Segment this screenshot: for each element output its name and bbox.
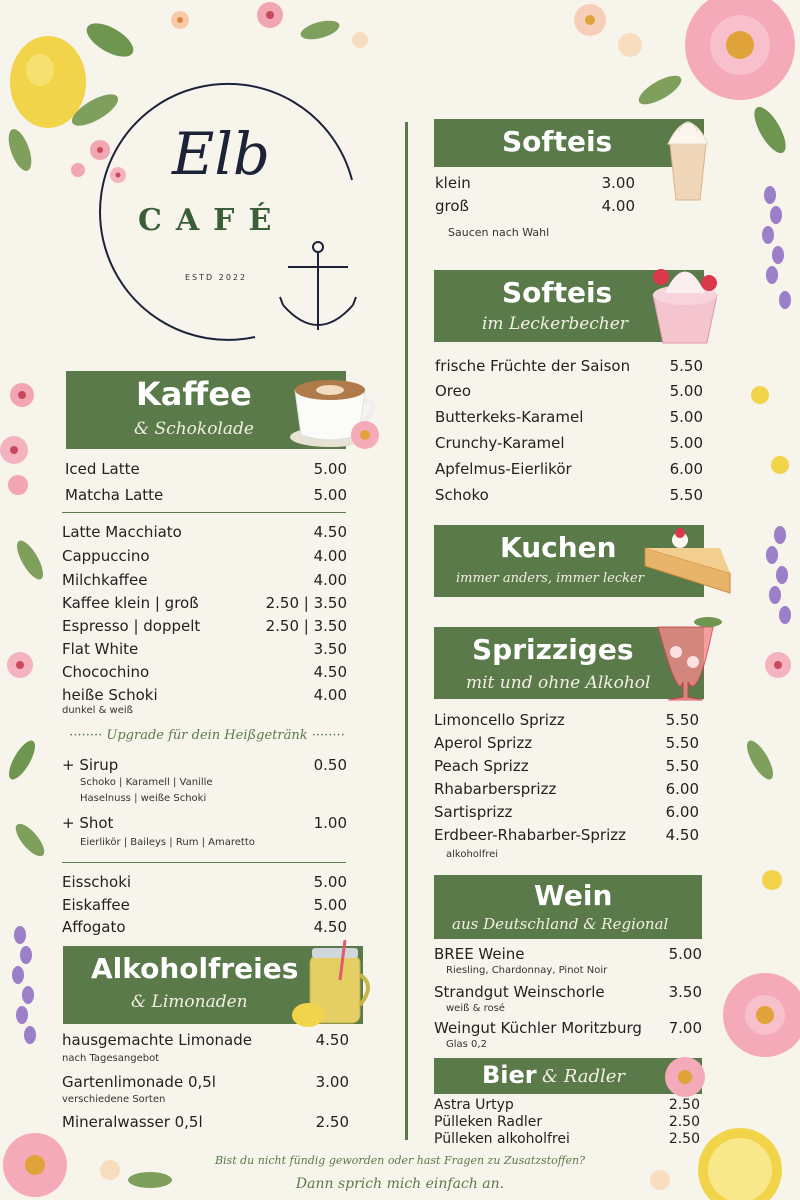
- kaffee-title: Kaffee: [136, 375, 252, 413]
- menu-item-row: [65, 460, 347, 478]
- item-name: Schoko: [435, 486, 489, 504]
- menu-item-row: [62, 547, 347, 565]
- item-name: Iced Latte: [65, 460, 140, 478]
- bier-subtitle: & Radler: [542, 1066, 625, 1087]
- wein-title: Wein: [534, 879, 613, 912]
- menu-item-row: [62, 873, 347, 891]
- menu-item-row: [435, 460, 703, 478]
- item-price: 2.50: [668, 1114, 700, 1130]
- footer-question: Bist du nicht fündig geworden oder hast Fragen zu Zusatzstoffen?: [214, 1154, 586, 1167]
- item-note: dunkel & weiß: [62, 705, 133, 716]
- item-note: nach Tagesangebot: [62, 1053, 160, 1064]
- spritz-glass-icon: [648, 612, 728, 702]
- item-price: 5.00: [669, 382, 703, 400]
- item-note: Schoko | Karamell | Vanille: [80, 777, 213, 788]
- item-price: 3.50: [668, 983, 702, 1001]
- kaffee-subtitle: & Schokolade: [134, 419, 254, 439]
- item-name: Limoncello Sprizz: [434, 711, 565, 729]
- item-price: 4.00: [313, 547, 347, 565]
- item-price: 6.00: [665, 803, 699, 821]
- sprizziges-title: Sprizziges: [472, 633, 634, 666]
- menu-item-row: [62, 1073, 349, 1091]
- alkoholfreies-title: Alkoholfreies: [91, 952, 299, 985]
- item-price: 7.00: [668, 1019, 702, 1037]
- item-name: Astra Urtyp: [434, 1097, 514, 1113]
- item-price: 5.50: [665, 711, 699, 729]
- item-price: 2.50 | 3.50: [265, 617, 347, 635]
- item-price: 4.50: [313, 523, 347, 541]
- coffee-cup-icon: [285, 365, 385, 455]
- item-name: Mineralwasser 0,5l: [62, 1113, 203, 1131]
- item-name: Matcha Latte: [65, 486, 164, 504]
- item-name: hausgemachte Limonade: [62, 1031, 252, 1049]
- menu-item-row: [434, 757, 699, 775]
- menu-item-row: [435, 197, 635, 215]
- menu-item-row: [62, 756, 347, 774]
- menu-item-row: [434, 1114, 700, 1130]
- item-name: Affogato: [62, 918, 126, 936]
- item-name: Strandgut Weinschorle: [434, 983, 605, 1001]
- menu-item-row: [434, 826, 699, 844]
- item-name: Rhabarbersprizz: [434, 780, 557, 798]
- item-note: verschiedene Sorten: [62, 1094, 166, 1105]
- item-name: groß: [435, 197, 469, 215]
- item-name: Sartisprizz: [434, 803, 513, 821]
- upgrade-title: Upgrade für dein Heißgetränk: [106, 728, 308, 743]
- item-price: 5.00: [313, 486, 347, 504]
- menu-item-row: [435, 382, 703, 400]
- menu-item-row: [435, 434, 703, 452]
- item-name: Chocochino: [62, 663, 150, 681]
- ice-cream-cup-icon: [645, 255, 725, 345]
- softeis-becher-subtitle: im Leckerbecher: [482, 314, 628, 334]
- item-name: frische Früchte der Saison: [435, 357, 631, 375]
- logo-elb-text: Elb: [172, 120, 271, 188]
- item-name: BREE Weine: [434, 945, 525, 963]
- wein-banner: [434, 875, 702, 939]
- menu-item-row: [434, 1131, 700, 1147]
- item-price: 4.00: [601, 197, 635, 215]
- item-price: 5.50: [669, 486, 703, 504]
- menu-item-row: [435, 408, 703, 426]
- item-price: 0.50: [313, 756, 347, 774]
- softeis-becher-title: Softeis: [502, 276, 613, 309]
- logo-cafe-text: CAFÉ: [138, 203, 286, 238]
- item-price: 6.00: [665, 780, 699, 798]
- kuchen-subtitle: immer anders, immer lecker: [456, 571, 644, 586]
- kuchen-title: Kuchen: [500, 531, 617, 564]
- item-price: 5.00: [313, 896, 347, 914]
- sprizziges-subtitle: mit und ohne Alkohol: [466, 673, 651, 693]
- item-price: 5.50: [665, 734, 699, 752]
- menu-item-row: [434, 983, 702, 1001]
- item-note: Saucen nach Wahl: [448, 226, 550, 239]
- item-name: Latte Macchiato: [62, 523, 182, 541]
- item-note: weiß & rosé: [446, 1003, 505, 1014]
- menu-item-row: [434, 780, 699, 798]
- item-name: Crunchy-Karamel: [435, 434, 565, 452]
- dotted-line: ········: [311, 728, 345, 743]
- item-note: Riesling, Chardonnay, Pinot Noir: [446, 965, 608, 976]
- lemonade-jar-icon: [280, 940, 380, 1030]
- item-price: 4.50: [313, 663, 347, 681]
- item-price: 6.00: [669, 460, 703, 478]
- item-name: Peach Sprizz: [434, 757, 529, 775]
- item-name: Weingut Küchler Moritzburg: [434, 1019, 642, 1037]
- menu-item-row: [62, 663, 347, 681]
- softeis-title: Softeis: [502, 125, 613, 158]
- item-name: Eiskaffee: [62, 896, 130, 914]
- item-name: + Shot: [62, 814, 114, 832]
- item-name: Eisschoki: [62, 873, 132, 891]
- pink-flower-icon: [660, 1052, 710, 1102]
- item-price: 5.00: [668, 945, 702, 963]
- menu-item-row: [434, 711, 699, 729]
- item-name: Cappuccino: [62, 547, 150, 565]
- menu-item-row: [62, 814, 347, 832]
- item-name: + Sirup: [62, 756, 119, 774]
- menu-item-row: [434, 734, 699, 752]
- cake-slice-icon: [640, 518, 740, 598]
- section-divider: [62, 862, 346, 863]
- item-name: Aperol Sprizz: [434, 734, 533, 752]
- upgrade-heading: [62, 728, 352, 743]
- item-price: 5.00: [669, 408, 703, 426]
- item-price: 5.50: [665, 757, 699, 775]
- menu-item-row: [62, 896, 347, 914]
- menu-item-row: [62, 523, 347, 541]
- column-divider: [405, 122, 408, 1140]
- footer-contact: Dann sprich mich einfach an.: [295, 1176, 505, 1192]
- menu-item-row: [434, 945, 702, 963]
- item-name: Espresso | doppelt: [62, 617, 201, 635]
- item-price: 3.00: [315, 1073, 349, 1091]
- menu-item-row: [435, 486, 703, 504]
- item-price: 4.50: [315, 1031, 349, 1049]
- item-price: 1.00: [313, 814, 347, 832]
- item-name: Flat White: [62, 640, 139, 658]
- menu-item-row: [435, 174, 635, 192]
- item-note: Eierlikör | Baileys | Rum | Amaretto: [80, 837, 255, 848]
- item-price: 2.50: [315, 1113, 349, 1131]
- menu-item-row: [435, 357, 703, 375]
- item-price: 2.50: [668, 1097, 700, 1113]
- item-price: 4.00: [313, 686, 347, 704]
- item-price: 4.50: [665, 826, 699, 844]
- menu-item-row: [434, 1019, 702, 1037]
- item-price: 4.00: [313, 571, 347, 589]
- item-name: Pülleken Radler: [434, 1114, 543, 1130]
- wein-subtitle: aus Deutschland & Regional: [452, 915, 669, 933]
- logo-estd-text: ESTD 2022: [185, 273, 248, 282]
- item-price: 2.50: [668, 1131, 700, 1147]
- item-name: Butterkeks-Karamel: [435, 408, 584, 426]
- item-price: 2.50 | 3.50: [265, 594, 347, 612]
- item-note: Glas 0,2: [446, 1039, 487, 1050]
- item-price: 3.00: [601, 174, 635, 192]
- item-note: Haselnuss | weiße Schoki: [80, 793, 207, 804]
- menu-item-row: [62, 594, 347, 612]
- item-name: Kaffee klein | groß: [62, 594, 199, 612]
- item-name: Oreo: [435, 382, 472, 400]
- menu-item-row: [65, 486, 347, 504]
- bier-title: Bier: [482, 1061, 537, 1089]
- soft-serve-cone-icon: [658, 102, 718, 202]
- section-divider: [62, 512, 346, 513]
- item-name: klein: [435, 174, 471, 192]
- item-name: Erdbeer-Rhabarber-Sprizz: [434, 826, 626, 844]
- menu-item-row: [434, 803, 699, 821]
- item-price: 4.50: [313, 918, 347, 936]
- menu-item-row: [434, 1097, 700, 1113]
- menu-item-row: [62, 918, 347, 936]
- item-name: Milchkaffee: [62, 571, 148, 589]
- menu-item-row: [62, 1113, 349, 1131]
- item-name: heiße Schoki: [62, 686, 158, 704]
- menu-item-row: [62, 617, 347, 635]
- item-price: 5.00: [669, 434, 703, 452]
- menu-item-row: [62, 640, 347, 658]
- item-name: Apfelmus-Eierlikör: [435, 460, 572, 478]
- item-price: 5.00: [313, 873, 347, 891]
- item-note: alkoholfrei: [446, 849, 499, 860]
- menu-item-row: [62, 686, 347, 704]
- menu-item-row: [62, 571, 347, 589]
- item-price: 5.00: [313, 460, 347, 478]
- menu-item-row: [62, 1031, 349, 1049]
- alkoholfreies-subtitle: & Limonaden: [131, 992, 248, 1012]
- item-price: 3.50: [313, 640, 347, 658]
- dotted-line: ········: [69, 728, 103, 743]
- item-name: Gartenlimonade 0,5l: [62, 1073, 216, 1091]
- item-name: Pülleken alkoholfrei: [434, 1131, 570, 1147]
- item-price: 5.50: [669, 357, 703, 375]
- cafe-logo: [90, 75, 360, 345]
